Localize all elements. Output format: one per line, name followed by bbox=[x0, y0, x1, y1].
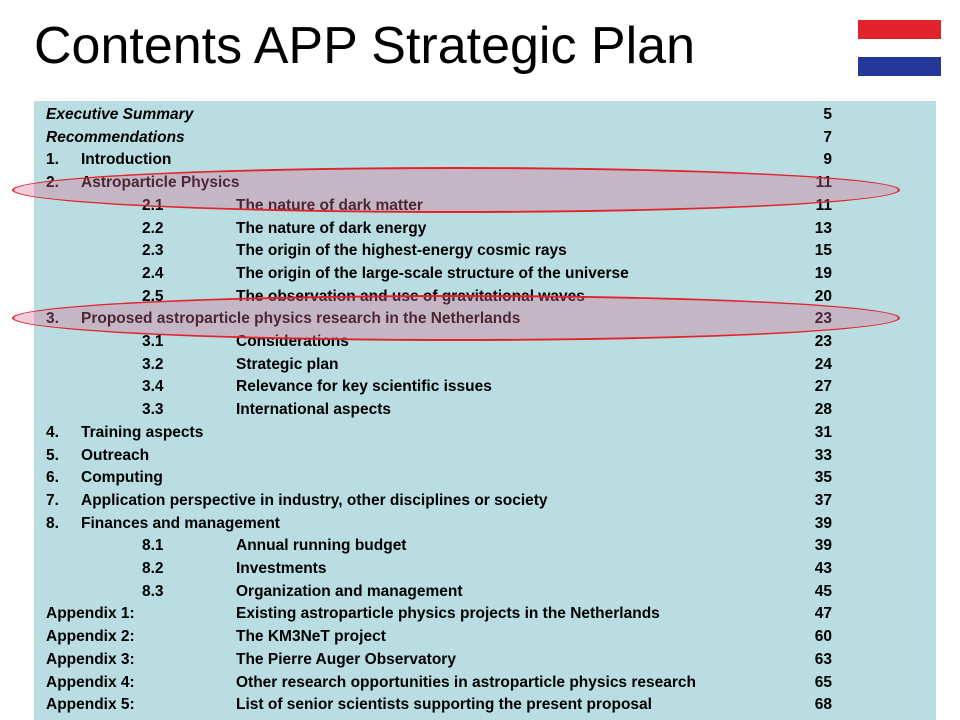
toc-page-number: 11 bbox=[815, 196, 832, 214]
toc-label: Relevance for key scientific issues bbox=[236, 378, 492, 396]
toc-row-12 bbox=[34, 376, 936, 398]
toc-row-22 bbox=[34, 603, 936, 625]
toc-label: Existing astroparticle physics projects in the Netherlands bbox=[236, 605, 660, 623]
toc-number: Appendix 2: bbox=[46, 628, 135, 646]
toc-label: The KM3NeT project bbox=[236, 628, 386, 646]
toc-row-1 bbox=[34, 127, 936, 149]
toc-row-21 bbox=[34, 581, 936, 603]
toc-page-number: 45 bbox=[814, 582, 832, 600]
toc-label: List of senior scientists supporting the present proposal bbox=[236, 696, 652, 714]
toc-label: Recommendations bbox=[46, 128, 185, 146]
toc-number: 3.1 bbox=[142, 333, 164, 350]
toc-page-number: 23 bbox=[814, 333, 832, 350]
toc-page-number: 68 bbox=[814, 696, 832, 714]
toc-row-0 bbox=[34, 104, 936, 126]
toc-number: 5. bbox=[46, 446, 59, 464]
toc-row-16 bbox=[34, 467, 936, 489]
toc-number: 3.3 bbox=[142, 401, 164, 419]
toc-label: Investments bbox=[236, 560, 327, 577]
toc-number: 2.2 bbox=[142, 219, 164, 237]
toc-page-number: 7 bbox=[823, 128, 832, 146]
toc-label: Executive Summary bbox=[46, 106, 194, 123]
toc-row-15 bbox=[34, 445, 936, 467]
toc-label: Introduction bbox=[81, 151, 172, 169]
toc-number: 6. bbox=[46, 469, 59, 487]
toc-row-25 bbox=[34, 672, 936, 694]
netherlands-flag-icon bbox=[858, 20, 941, 76]
toc-label: Organization and management bbox=[236, 582, 463, 600]
highlight-ellipse-chapter-3 bbox=[12, 295, 900, 341]
toc-label: Annual running budget bbox=[236, 537, 407, 555]
toc-label: The Pierre Auger Observatory bbox=[236, 650, 456, 668]
toc-label: Finances and management bbox=[81, 514, 280, 532]
toc-page-number: 37 bbox=[814, 491, 832, 509]
toc-number: 8.1 bbox=[142, 537, 164, 555]
toc-label: The origin of the highest-energy cosmic rays bbox=[236, 242, 567, 260]
toc-page-number: 9 bbox=[823, 151, 832, 169]
toc-row-13 bbox=[34, 399, 936, 421]
toc-page-number: 11 bbox=[815, 174, 832, 192]
toc-number: Appendix 3: bbox=[46, 650, 135, 668]
toc-number: 3. bbox=[46, 310, 59, 328]
toc-row-20 bbox=[34, 558, 936, 580]
toc-label: Considerations bbox=[236, 333, 349, 350]
toc-row-6 bbox=[34, 240, 936, 262]
toc-number: Appendix 1: bbox=[46, 605, 135, 623]
toc-label: The origin of the large-scale structure of the universe bbox=[236, 264, 629, 282]
toc-number: 2. bbox=[46, 174, 59, 192]
toc-row-23 bbox=[34, 626, 936, 648]
toc-number: 4. bbox=[46, 423, 59, 441]
toc-number: 8. bbox=[46, 514, 59, 532]
toc-page-number: 43 bbox=[814, 560, 832, 577]
toc-row-17 bbox=[34, 490, 936, 512]
toc-label: The nature of dark matter bbox=[236, 196, 423, 214]
toc-number: 3.2 bbox=[142, 355, 164, 373]
toc-page-number: 31 bbox=[814, 423, 832, 441]
toc-number: 2.4 bbox=[142, 264, 164, 282]
toc-page-number: 35 bbox=[814, 469, 832, 487]
toc-page-number: 23 bbox=[814, 310, 832, 328]
toc-page-number: 24 bbox=[814, 355, 832, 373]
toc-label: The nature of dark energy bbox=[236, 219, 427, 237]
toc-number: 7. bbox=[46, 491, 59, 509]
flag-stripe-white bbox=[858, 39, 941, 58]
toc-page-number: 47 bbox=[814, 605, 832, 623]
toc-page-number: 65 bbox=[814, 673, 832, 691]
toc-page-number: 19 bbox=[814, 264, 832, 282]
toc-label: Application perspective in industry, other disciplines or society bbox=[81, 491, 548, 509]
toc-number: 1. bbox=[46, 151, 59, 169]
toc-label: Other research opportunities in astroparticle physics research bbox=[236, 673, 696, 691]
toc-row-24 bbox=[34, 649, 936, 671]
toc-number: 3.4 bbox=[142, 378, 164, 396]
toc-number: 8.3 bbox=[142, 582, 164, 600]
toc-label: Outreach bbox=[81, 446, 150, 464]
toc-label: Computing bbox=[81, 469, 163, 487]
toc-page-number: 39 bbox=[814, 537, 832, 555]
toc-label: Training aspects bbox=[81, 423, 204, 441]
toc-number: 2.3 bbox=[142, 242, 164, 260]
toc-number: 2.1 bbox=[142, 196, 164, 214]
toc-number: 2.5 bbox=[142, 287, 164, 305]
toc-page-number: 13 bbox=[814, 219, 832, 237]
toc-row-26 bbox=[34, 694, 936, 716]
highlight-ellipse-chapter-2 bbox=[12, 167, 900, 213]
toc-label: Astroparticle Physics bbox=[81, 174, 240, 192]
toc-row-14 bbox=[34, 422, 936, 444]
toc-row-18 bbox=[34, 513, 936, 535]
toc-page-number: 15 bbox=[814, 242, 832, 260]
toc-label: International aspects bbox=[236, 401, 392, 419]
flag-stripe-red bbox=[858, 20, 941, 39]
toc-page-number: 39 bbox=[814, 514, 832, 532]
toc-row-5 bbox=[34, 218, 936, 240]
toc-label: Proposed astroparticle physics research in the Netherlands bbox=[81, 310, 521, 328]
toc-row-11 bbox=[34, 354, 936, 376]
toc-label: The observation and use of gravitational waves bbox=[236, 287, 585, 305]
toc-page-number: 63 bbox=[814, 650, 832, 668]
toc-label: Strategic plan bbox=[236, 355, 339, 373]
toc-page-number: 33 bbox=[814, 446, 832, 464]
toc-page-number: 20 bbox=[814, 287, 832, 305]
page-title: Contents APP Strategic Plan bbox=[34, 17, 695, 75]
toc-page-number: 60 bbox=[814, 628, 832, 646]
toc-page-number: 5 bbox=[823, 106, 832, 123]
toc-row-7 bbox=[34, 263, 936, 285]
toc-number: Appendix 5: bbox=[46, 696, 135, 714]
toc-number: 8.2 bbox=[142, 560, 164, 577]
flag-stripe-blue bbox=[858, 57, 941, 76]
toc-row-19 bbox=[34, 535, 936, 557]
toc-page-number: 28 bbox=[814, 401, 832, 419]
toc-page-number: 27 bbox=[814, 378, 832, 396]
toc-number: Appendix 4: bbox=[46, 673, 135, 691]
